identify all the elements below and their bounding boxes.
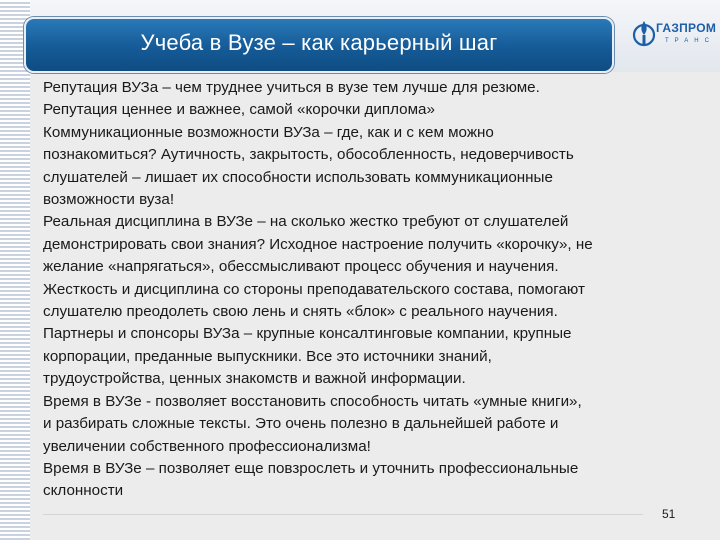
slide-title-box <box>24 17 614 73</box>
logo-wordmark: ГАЗПРОМ <box>656 21 717 35</box>
body-line: Репутация ценнее и важнее, самой «корочки диплома» <box>43 101 435 119</box>
body-line: корпорации, преданные выпускники. Все это источники знаний, <box>43 347 492 365</box>
slide-title: Учеба в Вузе – как карьерный шаг <box>140 30 498 55</box>
body-line: демонстрировать свои знания? Исходное настроение получить «корочку», не <box>43 235 593 253</box>
company-logo <box>632 16 717 52</box>
body-line: желание «напрягаться», обессмысливают процесс обучения и научения. <box>43 258 559 276</box>
body-line: Репутация ВУЗа – чем труднее учиться в вузе тем лучше для резюме. <box>43 79 540 96</box>
body-line: Время в ВУЗе - позволяет восстановить способность читать «умные книги», <box>43 392 582 410</box>
body-line: Коммуникационные возможности ВУЗа – где, как и с кем можно <box>43 123 494 141</box>
body-line: Время в ВУЗе – позволяет еще повзрослеть и уточнить профессиональные <box>43 459 579 477</box>
body-line: Жесткость и дисциплина со стороны преподавательского состава, помогают <box>43 280 585 298</box>
body-line: трудоустройства, ценных знакомств и важной информации. <box>43 370 466 388</box>
body-line: возможности вуза! <box>43 191 175 209</box>
body-line: слушателю преодолеть свою лень и снять «блок» с реального научения. <box>43 303 558 321</box>
gazprom-flame-icon <box>632 18 656 50</box>
body-line: Реальная дисциплина в ВУЗе – на сколько жестко требуют от слушателей <box>43 213 569 231</box>
logo-subtitle: ТРАНС <box>665 38 715 44</box>
decorative-side-stripes <box>0 0 30 540</box>
page-number: 51 <box>662 507 676 521</box>
body-line: и разбирать сложные тексты. Это очень полезно в дальнейшей работе и <box>43 415 559 433</box>
body-line: Партнеры и спонсоры ВУЗа – крупные консалтинговые компании, крупные <box>43 325 572 343</box>
footer-divider <box>43 514 643 515</box>
body-line: слушателей – лишает их способности использовать коммуникационные <box>43 168 553 186</box>
body-line: склонности <box>43 482 124 500</box>
slide-body <box>43 77 698 500</box>
body-line: увеличении собственного профессионализма! <box>43 437 371 455</box>
body-line: познакомиться? Аутичность, закрытость, обособленность, недоверчивость <box>43 146 574 164</box>
